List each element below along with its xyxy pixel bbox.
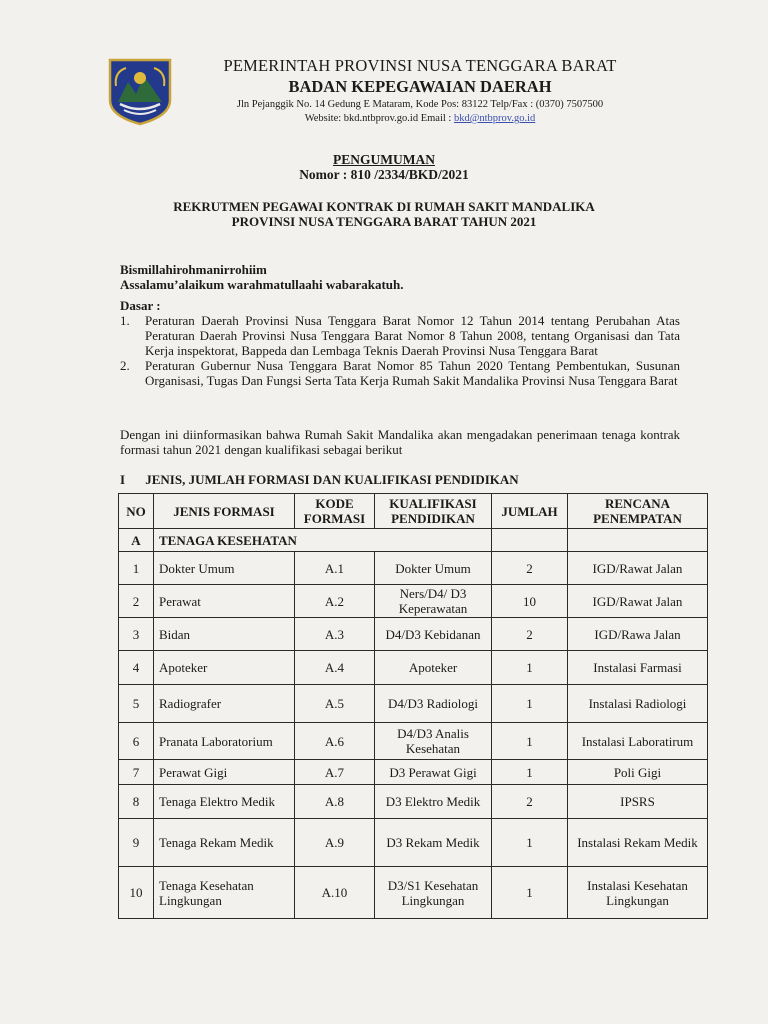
header-kualifikasi: KUALIFIKASI PENDIDIKAN [375, 494, 492, 529]
table-row: 7 Perawat Gigi A.7 D3 Perawat Gigi 1 Poli Gigi [119, 760, 708, 785]
website-text: Website: bkd.ntbprov.go.id Email : [304, 113, 454, 124]
basis-item-number: 1. [120, 313, 130, 328]
announcement-number: Nomor : 810 /2334/BKD/2021 [299, 167, 469, 182]
agency-name: BADAN KEPEGAWAIAN DAERAH [288, 77, 552, 96]
section-title: JENIS, JUMLAH FORMASI DAN KUALIFIKASI PENDIDIKAN [145, 472, 519, 487]
ntb-emblem-icon [106, 56, 174, 126]
table-row: 3 Bidan A.3 D4/D3 Kebidanan 2 IGD/Rawa Jalan [119, 618, 708, 651]
greeting-bismillah: Bismillahirohmanirrohiim [120, 262, 267, 277]
announcement-title: PENGUMUMAN [333, 152, 435, 167]
table-row: 8 Tenaga Elektro Medik A.8 D3 Elektro Medik 2 IPSRS [119, 785, 708, 819]
address-line: Jln Pejanggik No. 14 Gedung E Mataram, Kode Pos: 83122 Telp/Fax : (0370) 7507500 [236, 99, 604, 110]
header-jumlah: JUMLAH [492, 494, 568, 529]
announcement-subject-line2: PROVINSI NUSA TENGGARA BARAT TAHUN 2021 [231, 214, 537, 229]
header-no: NO [119, 494, 154, 529]
basis-item [120, 358, 680, 388]
intro-paragraph: Dengan ini diinformasikan bahwa Rumah Sakit Mandalika akan mengadakan penerimaan tenaga kontrak formasi tahun 2021 dengan kualifikasi sebagai berikut [120, 427, 680, 457]
announcement-subject-line1: REKRUTMEN PEGAWAI KONTRAK DI RUMAH SAKIT MANDALIKA [173, 199, 595, 214]
group-code: A [119, 529, 154, 552]
basis-item [120, 313, 680, 358]
formation-table [118, 493, 708, 919]
basis-list [120, 313, 680, 388]
table-row: 5 Radiografer A.5 D4/D3 Radiologi 1 Instalasi Radiologi [119, 685, 708, 723]
table-row: 10 Tenaga Kesehatan Lingkungan A.10 D3/S1 Kesehatan Lingkungan 1 Instalasi Kesehatan Lingkungan [119, 867, 708, 919]
group-name: TENAGA KESEHATAN [154, 529, 492, 552]
header-rencana-penempatan: RENCANA PENEMPATAN [568, 494, 708, 529]
basis-item-text: Peraturan Gubernur Nusa Tenggara Barat Nomor 85 Tahun 2020 Tentang Pembentukan, Susunan Organisasi, Tugas Dan Fungsi Serta Tata Kerja Rumah Sakit Mandalika Provinsi Nusa Tenggara Barat [145, 358, 680, 388]
table-group-row [119, 529, 708, 552]
table-row: 4 Apoteker A.4 Apoteker 1 Instalasi Farmasi [119, 651, 708, 685]
section-heading [120, 472, 519, 488]
section-number: I [120, 472, 126, 487]
contact-line [190, 112, 650, 126]
header-kode-formasi: KODE FORMASI [295, 494, 375, 529]
table-header-row [119, 494, 708, 529]
basis-item-text: Peraturan Daerah Provinsi Nusa Tenggara Barat Nomor 12 Tahun 2014 tentang Perubahan Atas Peraturan Daerah Provinsi Nusa Tenggara Barat Nomor 8 Tahun 2008, tentang Organisasi dan Tata Kerja inspektorat, Bappeda dan Lembaga Teknis Daerah Provinsi Nusa Tenggara Barat [145, 313, 680, 358]
basis-label: Dasar : [120, 298, 161, 313]
letterhead [190, 56, 650, 126]
table-row: 1 Dokter Umum A.1 Dokter Umum 2 IGD/Rawat Jalan [119, 552, 708, 585]
header-jenis-formasi: JENIS FORMASI [154, 494, 295, 529]
table-row: 9 Tenaga Rekam Medik A.9 D3 Rekam Medik 1 Instalasi Rekam Medik [119, 819, 708, 867]
table-row: 6 Pranata Laboratorium A.6 D4/D3 Analis Kesehatan 1 Instalasi Laboratirum [119, 723, 708, 760]
government-name: PEMERINTAH PROVINSI NUSA TENGGARA BARAT [223, 56, 617, 75]
greeting-salam: Assalamu’alaikum warahmatullaahi wabarakatuh. [120, 277, 404, 292]
basis-item-number: 2. [120, 358, 130, 373]
email-link[interactable]: bkd@ntbprov.go.id [453, 113, 536, 124]
table-row: 2 Perawat A.2 Ners/D4/ D3 Keperawatan 10 IGD/Rawat Jalan [119, 585, 708, 618]
